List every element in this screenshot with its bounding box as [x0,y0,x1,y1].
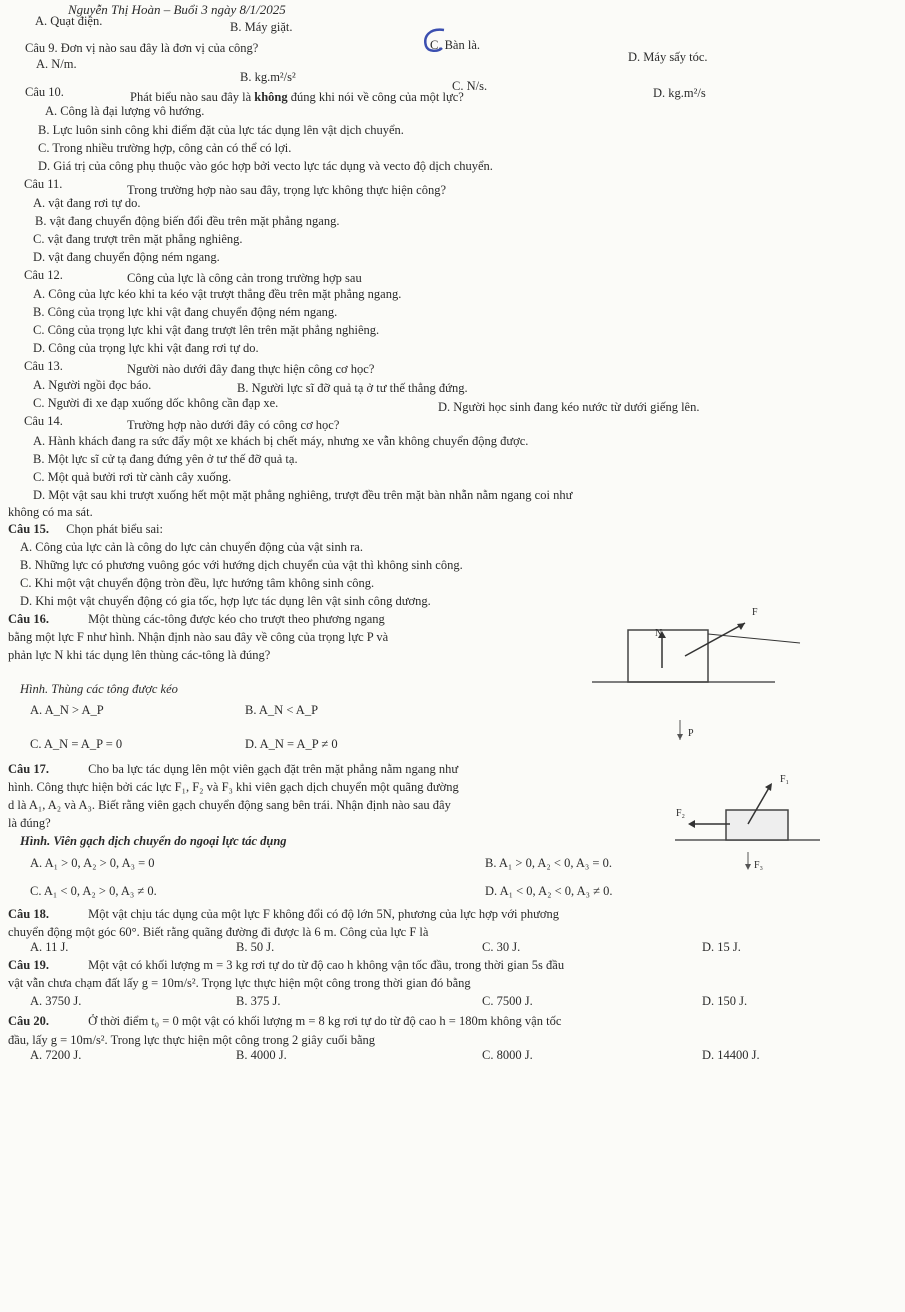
q19-question [8,958,564,973]
q17-option-c: C. A₁ < 0, A₂ > 0, A₃ ≠ 0. [30,884,157,898]
q16-option-a: A. A_N > A_P [30,703,104,717]
q17-label-F3: F₃ [754,860,764,871]
q15-option-d: D. Khi một vật chuyển động có gia tốc, hợp lực tác dụng lên vật sinh công dương. [20,594,431,608]
q17-question [8,762,458,777]
q17-caption: Hình. Viên gạch dịch chuyển do ngoại lực tác dụng [20,834,287,848]
q12-option-a: A. Công của lực kéo khi ta kéo vật trượt thẳng đều trên mặt phẳng ngang. [33,287,402,301]
q18-option-b: B. 50 J. [236,940,275,954]
header: Nguyễn Thị Hoàn – Buổi 3 ngày 8/1/2025 [68,2,286,17]
q13-option-c: C. Người đi xe đạp xuống dốc không cần đạp xe. [33,396,279,410]
q19-text2: vật vẫn chưa chạm đất lấy g = 10m/s². Trọng lực thực hiện một công trong thời gian đó bằng [8,976,471,990]
q9-option-c: C. N/s. [452,79,488,93]
q14-option-d-line2: không có ma sát. [8,505,93,519]
q9-label: Câu 9. [25,41,58,55]
q14-option-b: B. Một lực sĩ cử tạ đang đứng yên ở tư thế đỡ quả tạ. [33,452,298,466]
q14-label: Câu 14. [24,414,63,428]
q20-option-c: C. 8000 J. [482,1048,533,1062]
q20-option-d: D. 14400 J. [702,1048,760,1062]
q19-option-b: B. 375 J. [236,994,281,1008]
q10-option-b: B. Lực luôn sinh công khi điểm đặt của lực tác dụng lên vật dịch chuyển. [38,123,404,137]
q20-text2: đầu, lấy g = 10m/s². Trong lực thực hiện một công trong 2 giây cuối bằng [8,1033,376,1047]
q18-text1: Một vật chịu tác dụng của một lực F không đổi có độ lớn 5N, phương của lực hợp với phương [88,907,559,921]
q17-text2: hình. Công thực hiện bởi các lực F₁, F₂ và F₃ khi viên gạch dịch chuyển một quãng đường [8,780,459,794]
q12-option-c: C. Công của trọng lực khi vật đang trượt lên trên mặt phẳng nghiêng. [33,323,380,337]
q16-option-c: C. A_N = A_P = 0 [30,737,123,751]
q18-question [8,907,559,922]
q18-option-a: A. 11 J. [30,940,69,954]
q11-option-c: C. vật đang trượt trên mặt phẳng nghiêng. [33,232,243,246]
q15-question [8,522,163,537]
q14-text: Trường hợp nào dưới đây có công cơ học? [127,418,340,432]
q8-answer-mark-icon [420,26,450,54]
q20-label: Câu 20. [8,1014,49,1028]
q18-text2: chuyển động một góc 60°. Biết rằng quãng đường đi được là 6 m. Công của lực F là [8,925,429,939]
q13-option-a: A. Người ngồi đọc báo. [33,378,152,392]
q16-label-N: N [655,628,663,639]
q8-option-b: B. Máy giặt. [230,20,293,34]
q11-option-d: D. vật đang chuyển động ném ngang. [33,250,220,264]
q16-question [8,612,385,627]
q19-text1: Một vật có khối lượng m = 3 kg rơi tự do từ độ cao h không vận tốc đầu, trong thời gian 5s đầu [88,958,565,972]
q19-option-a: A. 3750 J. [30,994,82,1008]
q20-option-a: A. 7200 J. [30,1048,82,1062]
q17-label: Câu 17. [8,762,49,776]
q8-option-a: A. Quạt điện. [35,14,103,28]
q19-option-d: D. 150 J. [702,994,748,1008]
q20-option-b: B. 4000 J. [236,1048,287,1062]
q9-option-d: D. kg.m²/s [653,86,706,100]
q16-label-F: F [752,607,758,618]
q15-text: Chọn phát biểu sai: [66,522,163,536]
q17-text3: d là A₁, A₂ và A₃. Biết rằng viên gạch chuyển động sang bên trái. Nhận định nào sau đây [8,798,451,812]
q9-text: Đơn vị nào sau đây là đơn vị của công? [60,41,259,55]
q10-text-post: đúng khi nói về công của một lực? [287,90,464,104]
q10-label: Câu 10. [25,85,64,99]
q8-option-c: C. Bàn là. [430,38,480,52]
q11-text: Trong trường hợp nào sau đây, trọng lực không thực hiện công? [127,183,447,197]
q16-force-F-arrow [685,623,745,656]
q16-label-P: P [688,728,694,739]
q15-label: Câu 15. [8,522,49,536]
q16-label: Câu 16. [8,612,49,626]
q14-option-a: A. Hành khách đang ra sức đẩy một xe khách bị chết máy, nhưng xe vẫn không chuyển động được. [33,434,529,448]
q17-label-F2: F₂ [676,808,686,819]
q16-option-b: B. A_N < A_P [245,703,319,717]
q13-option-d: D. Người học sinh đang kéo nước từ dưới giếng lên. [438,400,700,414]
q16-option-d: D. A_N = A_P ≠ 0 [245,737,338,751]
q12-option-d: D. Công của trọng lực khi vật đang rơi tự do. [33,341,259,355]
q14-option-c: C. Một quả bưởi rơi từ cành cây xuống. [33,470,232,484]
q17-text1: Cho ba lực tác dụng lên một viên gạch đặt trên mặt phẳng nằm ngang như [88,762,459,776]
q10-option-c: C. Trong nhiều trường hợp, công cản có thể có lợi. [38,141,292,155]
q10-option-a: A. Công là đại lượng vô hướng. [45,104,205,118]
q16-text2: bằng một lực F như hình. Nhận định nào sau đây về công của trọng lực P và [8,630,389,644]
q18-label: Câu 18. [8,907,49,921]
q13-label: Câu 13. [24,359,63,373]
q18-option-d: D. 15 J. [702,940,741,954]
q9-option-b: B. kg.m²/s² [240,70,296,84]
q10-text-bold: không [254,90,288,104]
q20-text1: Ở thời điểm t₀ = 0 một vật có khối lượng m = 8 kg rơi tự do từ độ cao h = 180m không vận tốc [88,1014,562,1028]
q18-option-c: C. 30 J. [482,940,521,954]
q12-label: Câu 12. [24,268,63,282]
q13-text: Người nào dưới đây đang thực hiện công cơ học? [127,362,375,376]
q17-option-d: D. A₁ < 0, A₂ < 0, A₃ ≠ 0. [485,884,613,898]
q9-option-a: A. N/m. [36,57,77,71]
q17-option-a: A. A₁ > 0, A₂ > 0, A₃ = 0 [30,856,155,870]
q11-option-a: A. vật đang rơi tự do. [33,196,141,210]
q17-text4: là đúng? [8,816,51,830]
q15-option-b: B. Những lực có phương vuông góc với hướng dịch chuyển của vật thì không sinh công. [20,558,463,572]
q8-option-d: D. Máy sấy tóc. [628,50,708,64]
q16-text1: Một thùng các-tông được kéo cho trượt theo phương ngang [88,612,385,626]
q12-option-b: B. Công của trọng lực khi vật đang chuyển động ném ngang. [33,305,338,319]
q16-displacement-line [708,634,800,643]
q16-caption: Hình. Thùng các tông được kéo [20,682,178,696]
q16-box-figure [590,590,820,750]
q17-option-b: B. A₁ > 0, A₂ < 0, A₃ = 0. [485,856,612,870]
q15-option-a: A. Công của lực cản là công do lực cản chuyển động của vật sinh ra. [20,540,363,554]
q11-option-b: B. vật đang chuyển động biến đổi đều trên mặt phẳng ngang. [35,214,340,228]
q19-option-c: C. 7500 J. [482,994,533,1008]
q17-brick-figure [670,772,830,882]
q9-question [25,41,258,56]
q15-option-c: C. Khi một vật chuyển động tròn đều, lực hướng tâm không sinh công. [20,576,375,590]
q17-label-F1: F₁ [780,774,790,785]
q19-label: Câu 19. [8,958,49,972]
q11-label: Câu 11. [24,177,63,191]
q12-text: Công của lực là công cản trong trường hợp sau [127,271,362,285]
q14-option-d-line1: D. Một vật sau khi trượt xuống hết một mặt phẳng nghiêng, trượt đều trên mặt bàn nhẵn nằm ngang coi như [33,488,573,502]
q16-box [628,630,708,682]
q13-option-b: B. Người lực sĩ đỡ quả tạ ở tư thế thẳng đứng. [237,381,468,395]
q20-question [8,1014,561,1029]
q10-option-d: D. Giá trị của công phụ thuộc vào góc hợp bởi vecto lực tác dụng và vecto độ dịch chuyển. [38,159,493,173]
q10-text-pre: Phát biểu nào sau đây là [130,90,255,104]
q17-brick [726,810,788,840]
q10-text [130,90,464,105]
q16-text3: phản lực N khi tác dụng lên thùng các-tông là đúng? [8,648,271,662]
